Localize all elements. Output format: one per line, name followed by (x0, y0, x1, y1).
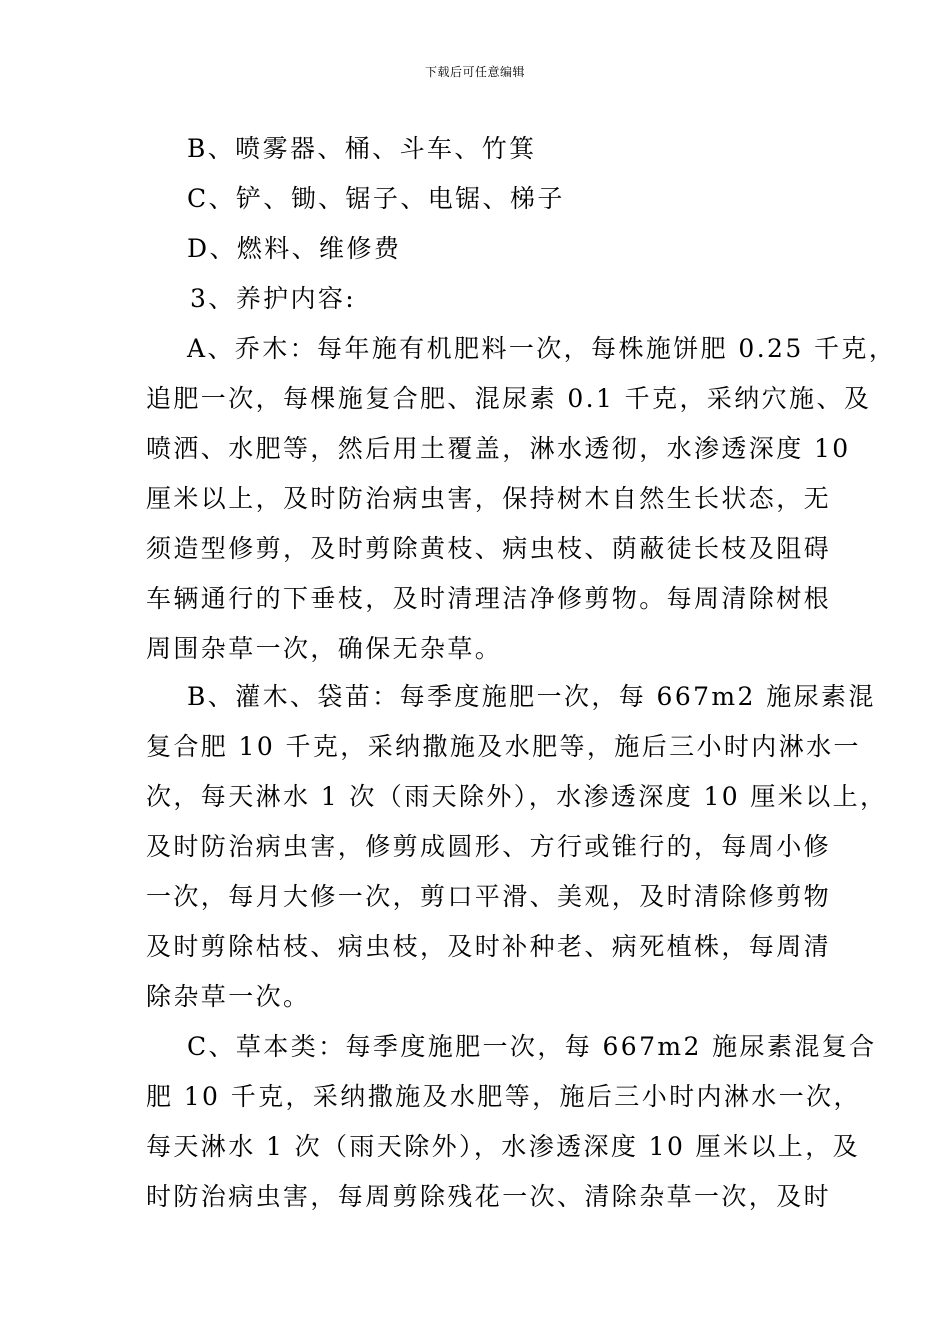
text-line: 追肥一次，每棵施复合肥、混尿素 0.1 千克，采纳穴施、及 (146, 384, 872, 413)
text-line: 次，每天淋水 1 次（雨天除外），水渗透深度 10 厘米以上， (146, 782, 888, 811)
text-line: 须造型修剪，及时剪除黄枝、病虫枝、荫蔽徒长枝及阻碍 (146, 534, 832, 563)
text-line: 周围杂草一次，确保无杂草。 (146, 634, 503, 663)
text-line: B、灌木、袋苗：每季度施肥一次，每 667m2 施尿素混 (187, 682, 876, 711)
page-header: 下载后可任意编辑 (424, 65, 525, 79)
text-line: 除杂草一次。 (146, 982, 311, 1011)
text-line: 及时剪除枯枝、病虫枝，及时补种老、病死植株，每周清 (146, 932, 832, 961)
text-line: C、铲、锄、锯子、电锯、梯子 (187, 184, 565, 213)
text-line: D、燃料、维修费 (187, 234, 402, 263)
text-line: A、乔木：每年施有机肥料一次，每株施饼肥 0.25 千克， (187, 334, 897, 363)
text-line: B、喷雾器、桶、斗车、竹箕 (187, 134, 537, 163)
text-line: 车辆通行的下垂枝，及时清理洁净修剪物。每周清除树根 (146, 584, 832, 613)
text-line: 肥 10 千克，采纳撒施及水肥等，施后三小时内淋水一次， (146, 1082, 861, 1111)
text-line: 3、养护内容: (190, 284, 357, 313)
text-line: C、草本类：每季度施肥一次，每 667m2 施尿素混复合 (187, 1032, 877, 1061)
text-line: 一次，每月大修一次，剪口平滑、美观，及时清除修剪物 (146, 882, 832, 911)
text-line: 厘米以上，及时防治病虫害，保持树木自然生长状态，无 (146, 484, 832, 513)
text-line: 及时防治病虫害，修剪成圆形、方行或锥行的，每周小修 (146, 832, 832, 861)
text-line: 时防治病虫害，每周剪除残花一次、清除杂草一次，及时 (146, 1182, 832, 1211)
text-line: 每天淋水 1 次（雨天除外），水渗透深度 10 厘米以上，及 (146, 1132, 861, 1161)
text-line: 喷洒、水肥等，然后用土覆盖，淋水透彻，水渗透深度 10 (146, 434, 851, 463)
text-line: 复合肥 10 千克，采纳撒施及水肥等，施后三小时内淋水一 (146, 732, 861, 761)
